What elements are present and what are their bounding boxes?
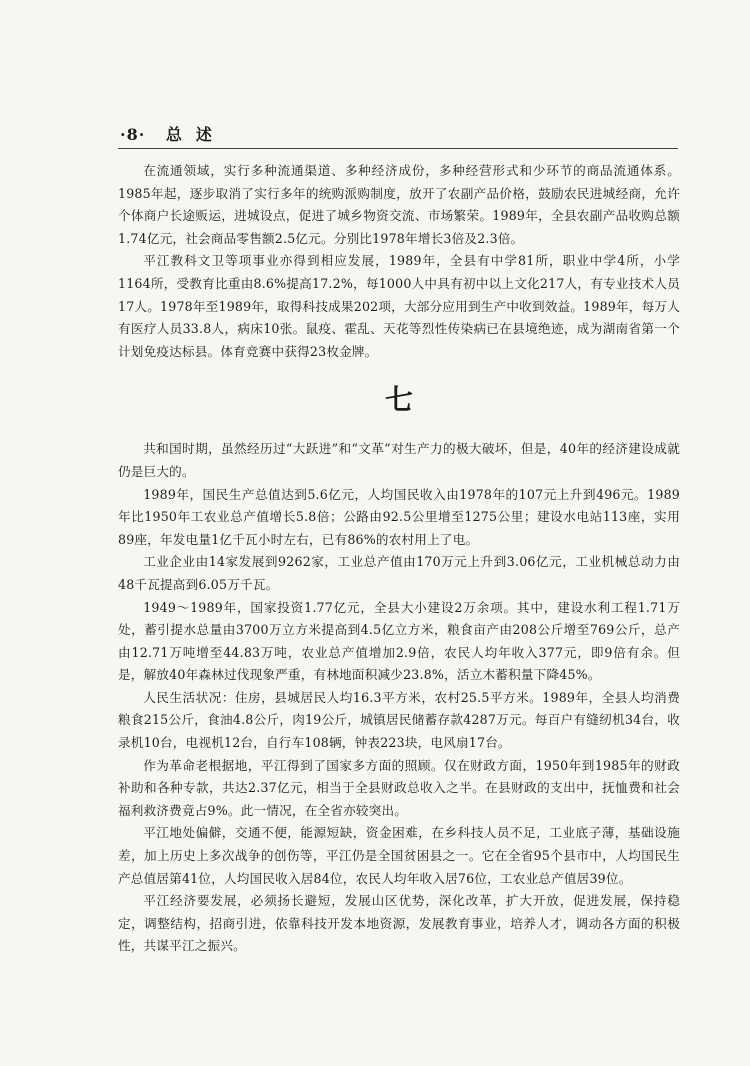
section-heading: 七 [384, 383, 413, 417]
paragraph: 平江教科文卫等项事业亦得到相应发展，1989年，全县有中学81所，职业中学4所，小学1164所，受教育比重由8.6%提高17.2%，每1000人中具有初中以上文化217人，有专业技术人员17人。1978年至1989年，取得科技成果202项，大部分应用到生产中收到效益。1989年，每万人有医疗人员33.8人，病床10张。鼠疫、霍乱、天花等烈性传染病已在县境绝迹，成为湖南省第一个计划免疫达标县。体育竞赛中获得23枚金牌。 [118, 253, 680, 359]
section-title: 总述 [165, 125, 226, 144]
paragraph: 在流通领域，实行多种流通渠道、多种经济成份，多种经营形式和少环节的商品流通体系。1985年起，逐步取消了实行多年的统购派购制度，放开了农副产品价格，鼓励农民进城经商，允许个体商户长途贩运，进城设点，促进了城乡物资交流、市场繁荣。1989年，全县农副产品收购总额1.74亿元，社会商品零售额2.5亿元。分别比1978年增长3倍及2.3倍。 [118, 163, 680, 246]
paragraph: 平江经济要发展，必须扬长避短，发展山区优势，深化改革，扩大开放，促进发展，保持稳定，调整结构，招商引进，依靠科技开发本地资源，发展教育事业，培养人才，调动各方面的积极性，共谋平江之振兴。 [118, 893, 680, 954]
paragraph: 1989年，国民生产总值达到5.6亿元，人均国民收入由1978年的107元上升到496元。1989年比1950年工农业总产值增长5.8倍；公路由92.5公里增至1275公里；建设水电站113座，实用89座，年发电量1亿千瓦小时左右，已有86%的农村用上了电。 [118, 486, 680, 547]
paragraph: 工业企业由14家发展到9262家，工业总产值由170万元上升到3.06亿元，工业机械总动力由48千瓦提高到6.05万千瓦。 [118, 554, 680, 592]
paragraph: 平江地处偏僻，交通不便，能源短缺，资金困难，在乡科技人员不足，工业底子薄，基础设施差，加上历史上多次战争的创伤等，平江仍是全国贫困县之一。它在全省95个县市中，人均国民生产总值居第41位，人均国民收入居84位，农民人均年收入居76位，工农业总产值居39位。 [118, 825, 680, 886]
paragraph: 1949～1989年，国家投资1.77亿元，全县大小建设2万余项。其中，建设水利工程1.71万处，蓄引提水总量由3700万立方米提高到4.5亿立方米，粮食亩产由208公斤增至769公斤，总产由12.71万吨增至44.83万吨，农业总产值增加2.9倍，农民人均年收入377元，即9倍有余。但是，解放40年森林过伐现象严重，有林地面积减少23.8%，活立木蓄积量下降45%。 [118, 599, 680, 683]
paragraph: 人民生活状况：住房，县城居民人均16.3平方米，农村25.5平方米。1989年，全县人均消费粮食215公斤，食油4.8公斤，肉19公斤，城镇居民储蓄存款4287万元。每百户有缝纫机34台，收录机10台，电视机12台，自行车108辆，钟表223块，电风扇17台。 [118, 689, 680, 751]
page-number: ·8· [120, 125, 146, 144]
paragraph: 共和国时期，虽然经历过“大跃进”和“文革”对生产力的极大破坏，但是，40年的经济建设成就仍是巨大的。 [118, 441, 680, 479]
running-header [120, 122, 226, 145]
paragraph: 作为革命老根据地，平江得到了国家多方面的照顾。仅在财政方面，1950年到1985年的财政补助和各种专款，共达2.37亿元，相当于全县财政总收入之半。在县财政的支出中，抚恤费和社会福利救济费竟占9%。此一情况，在全省亦较突出。 [118, 757, 680, 818]
page-body [118, 160, 680, 958]
header-rule [118, 148, 678, 149]
